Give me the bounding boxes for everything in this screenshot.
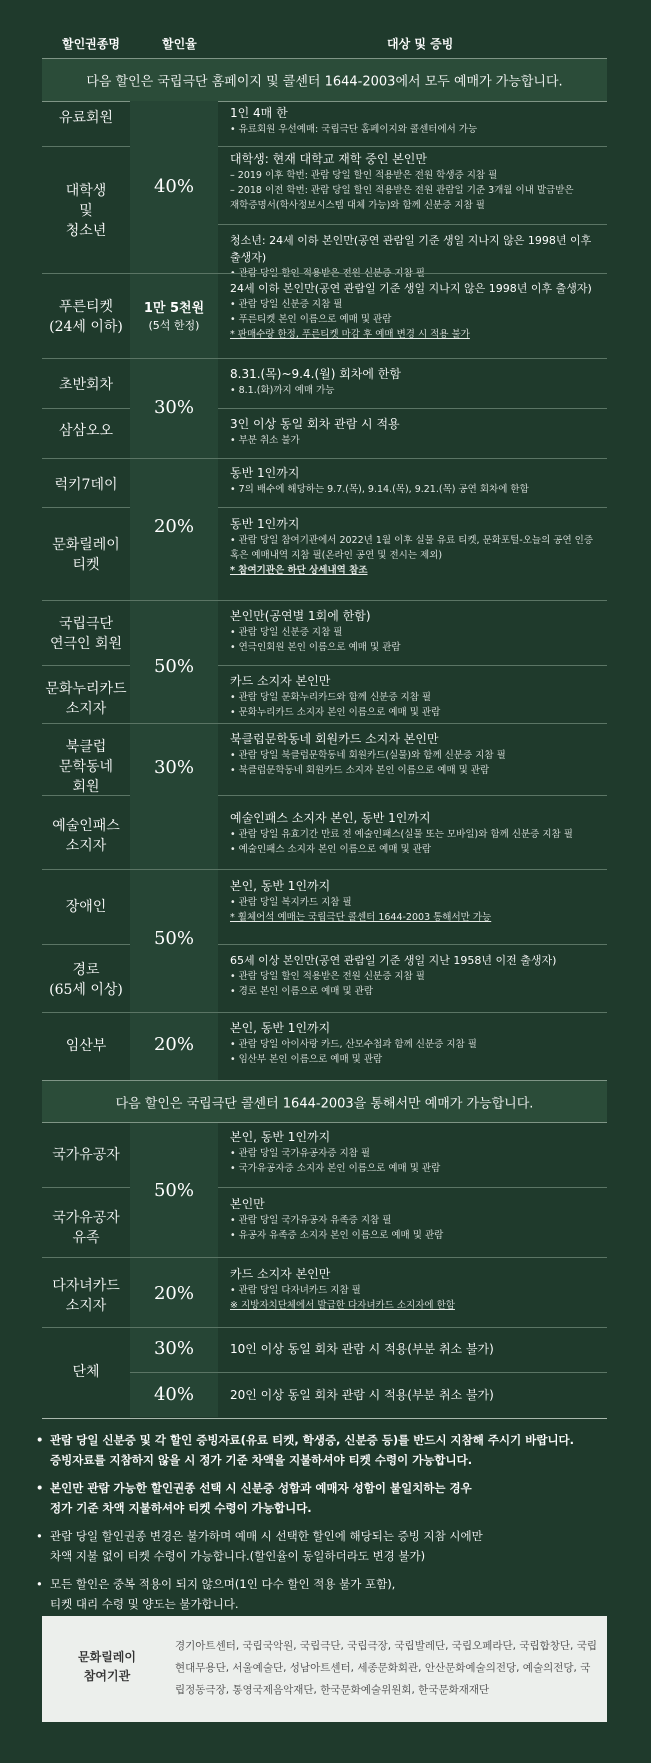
rate-20-a: 20% bbox=[153, 516, 194, 537]
row-name-theater-member: 국립극단 연극인 회원 bbox=[49, 616, 123, 652]
detail-title: 청소년: 24세 이하 본인만(공연 관람일 기준 생일 지나지 않은 1998년 이후 출생자) bbox=[230, 234, 592, 264]
row-detail-early bbox=[230, 366, 605, 398]
detail-line: • 관람 당일 할인 적용받은 전원 신분증 지참 필 bbox=[230, 971, 425, 982]
detail-note: * 휠체어석 예매는 국립극단 콜센터 1644-2003 통해서만 가능 bbox=[230, 912, 492, 923]
row-name-lucky7: 럭키7데이 bbox=[54, 477, 118, 493]
row-detail-artist-pass bbox=[230, 810, 605, 857]
detail-line: • 임산부 본인 이름으로 예매 및 관람 bbox=[230, 1054, 383, 1065]
row-name-artist-pass: 예술인패스 소지자 bbox=[52, 818, 120, 854]
table-header bbox=[42, 0, 609, 58]
note-item: • 본인만 관람 가능한 할인권종 선택 시 신분증 성함과 예매자 성함이 불일치하는 경우 정가 기준 차액 지불하셔야 티켓 수령이 가능합니다. bbox=[36, 1478, 626, 1518]
rate-50-a: 50% bbox=[153, 656, 194, 677]
row-name-blue-ticket: 푸른티켓 (24세 이하) bbox=[49, 299, 123, 335]
detail-title: 1인 4매 한 bbox=[230, 106, 288, 120]
band-callcenter bbox=[42, 1080, 607, 1123]
note-item: • 모든 할인은 중복 적용이 되지 않으며(1인 다수 할인 적용 불가 포함), 티켓 대리 수령 및 양도는 불가합니다. bbox=[36, 1574, 626, 1614]
row-detail-patriot bbox=[230, 1129, 605, 1176]
detail-line: 혹은 예매내역 지참 필(온라인 공연 및 전시는 제외) bbox=[230, 550, 443, 561]
detail-line: • 유료회원 우선예매: 국립극단 홈페이지와 콜센터에서 가능 bbox=[230, 124, 478, 135]
row-name-culture-card: 문화누리카드 소지자 bbox=[45, 681, 127, 717]
row-detail-theater-member bbox=[230, 608, 605, 655]
detail-line: • 관람 당일 참여기관에서 2022년 1월 이후 실물 유료 티켓, 문화포털-오늘의 공연 인증 bbox=[230, 535, 593, 546]
detail-line: • 관람 당일 북클럽문학동네 회원카드(실물)와 함께 신분증 지참 필 bbox=[230, 750, 506, 761]
row-name-student-youth: 대학생 및 청소년 bbox=[65, 183, 107, 239]
detail-line: • 부분 취소 불가 bbox=[230, 435, 300, 446]
row-detail-group-small bbox=[230, 416, 605, 448]
detail-title: 대학생: 현재 대학교 재학 중인 본인만 bbox=[230, 152, 427, 166]
row-detail-student bbox=[230, 151, 605, 213]
row-name-bookclub: 북클럽 문학동네 회원 bbox=[58, 739, 114, 795]
detail-note: ※ 지방자치단체에서 발급한 다자녀카드 소지자에 한함 bbox=[230, 1300, 455, 1311]
row-name-pregnant: 임산부 bbox=[65, 1038, 107, 1054]
detail-line: • 관람 당일 국가유공자 유족증 지참 필 bbox=[230, 1215, 392, 1226]
row-detail-blue-ticket bbox=[230, 280, 605, 342]
row-detail-culture-card bbox=[230, 673, 605, 720]
row-name-group-small: 삼삼오오 bbox=[58, 423, 114, 439]
detail-line: • 유공자 유족증 소지자 본인 이름으로 예매 및 관람 bbox=[230, 1230, 444, 1241]
rate-blue-ticket-price: 1만 5천원 bbox=[143, 301, 205, 316]
relay-box-orgs: 경기아트센터, 국립국악원, 국립극단, 국립극장, 국립발레단, 국립오페라단, 국립합창단, 국립현대무용단, 서울예술단, 성남아트센터, 세종문화회관, 안산문화예술의전당, 예술의전당, 국립정동극장, 통영국제음악재단, 한국문화예술위원회, 한국문화재재단 bbox=[175, 1640, 598, 1696]
relay-box-label: 문화릴레이 참여기관 bbox=[78, 1650, 136, 1683]
detail-line: • 7의 배수에 해당하는 9.7.(목), 9.14.(목), 9.21.(목) 공연 회차에 한함 bbox=[230, 484, 529, 495]
row-detail-multi-child bbox=[230, 1266, 605, 1313]
detail-line: • 관람 당일 복지카드 지참 필 bbox=[230, 897, 352, 908]
detail-line: • 연극인회원 본인 이름으로 예매 및 관람 bbox=[230, 642, 401, 653]
detail-line: • 푸른티켓 본인 이름으로 예매 및 관람 bbox=[230, 314, 392, 325]
detail-title: 본인만 bbox=[230, 1197, 265, 1211]
rate-multi-child: 20% bbox=[153, 1283, 194, 1304]
detail-title: 10인 이상 동일 회차 관람 시 적용(부분 취소 불가) bbox=[230, 1342, 494, 1356]
rate-group-30: 30% bbox=[153, 1338, 194, 1359]
detail-title: 65세 이상 본인만(공연 관람일 기준 생일 지난 1958년 이전 출생자) bbox=[230, 954, 557, 967]
rate-pregnant: 20% bbox=[153, 1034, 194, 1055]
row-detail-bookclub bbox=[230, 731, 605, 778]
header-col-name: 할인권종명 bbox=[62, 37, 120, 51]
row-name-group: 단체 bbox=[72, 1364, 100, 1380]
rate-30-b: 30% bbox=[153, 757, 194, 778]
detail-line: • 예술인패스 소지자 본인 이름으로 예매 및 관람 bbox=[230, 844, 432, 855]
detail-line: • 관람 당일 신분증 지참 필 bbox=[230, 299, 343, 310]
row-detail-group-30 bbox=[230, 1341, 605, 1358]
row-detail-disabled bbox=[230, 878, 605, 925]
detail-title: 본인만(공연별 1회에 한함) bbox=[230, 609, 371, 623]
detail-line: 재학증명서(학사정보시스템 대체 가능)와 함께 신분증 지참 필 bbox=[230, 200, 485, 211]
row-detail-pregnant bbox=[230, 1020, 605, 1067]
detail-title: 24세 이하 본인만(공연 관람일 기준 생일 지나지 않은 1998년 이후 출생자) bbox=[230, 282, 592, 295]
row-name-culture-relay: 문화릴레이 티켓 bbox=[52, 537, 120, 573]
row-name-paid-member: 유료회원 bbox=[58, 110, 114, 126]
detail-line: • 문화누리카드 소지자 본인 이름으로 예매 및 관람 bbox=[230, 707, 441, 718]
row-detail-patriot-family bbox=[230, 1196, 605, 1243]
detail-line: • 관람 당일 아이사랑 카드, 산모수첩과 함께 신분증 지참 필 bbox=[230, 1039, 477, 1050]
detail-line: – 2018 이전 학번: 관람 당일 할인 적용받은 전원 관람일 기준 3개월 이내 발급받은 bbox=[230, 185, 574, 196]
band-online-text: 다음 할인은 국립극단 홈페이지 및 콜센터 1644-2003에서 모두 예매가 가능합니다. bbox=[86, 74, 563, 90]
detail-line: • 관람 당일 신분증 지참 필 bbox=[230, 627, 343, 638]
header-col-target: 대상 및 증빙 bbox=[387, 37, 454, 51]
detail-line: • 북클럽문학동네 회원카드 소지자 본인 이름으로 예매 및 관람 bbox=[230, 765, 490, 776]
row-detail-culture-relay bbox=[230, 516, 605, 578]
header-col-rate: 할인율 bbox=[162, 37, 197, 51]
detail-line: – 2019 이후 학번: 관람 당일 할인 적용받은 전원 학생증 지참 필 bbox=[230, 170, 498, 181]
detail-line: • 경로 본인 이름으로 예매 및 관람 bbox=[230, 986, 374, 997]
rate-group-40: 40% bbox=[153, 1384, 194, 1405]
detail-line: • 관람 당일 문화누리카드와 함께 신분증 지참 필 bbox=[230, 692, 432, 703]
detail-line: • 국가유공자증 소지자 본인 이름으로 예매 및 관람 bbox=[230, 1163, 441, 1174]
row-name-multi-child: 다자녀카드 소지자 bbox=[52, 1278, 120, 1314]
row-detail-lucky7 bbox=[230, 465, 605, 497]
row-detail-group-40 bbox=[230, 1387, 605, 1404]
note-item: • 관람 당일 할인권종 변경은 불가하며 예매 시 선택한 할인에 해당되는 증빙 지참 시에만 차액 지불 없이 티켓 수령이 가능합니다.(할인율이 동일하더라도 변경 불가) bbox=[36, 1526, 626, 1566]
rate-blue-ticket-sub: (5석 한정) bbox=[148, 319, 200, 332]
row-detail-senior bbox=[230, 952, 605, 999]
detail-note: * 참여기관은 하단 상세내역 참조 bbox=[230, 565, 368, 576]
detail-title: 본인, 동반 1인까지 bbox=[230, 879, 331, 893]
note-item: • 관람 당일 신분증 및 각 할인 증빙자료(유료 티켓, 학생증, 신분증 등)를 반드시 지참해 주시기 바랍니다. 증빙자료를 지참하지 않을 시 정가 기준 차액을 지불하셔야 티켓 수령이 가능합니다. bbox=[36, 1430, 626, 1470]
row-name-patriot: 국가유공자 bbox=[52, 1147, 120, 1163]
detail-line: • 관람 당일 국가유공자증 지참 필 bbox=[230, 1148, 371, 1159]
band-online bbox=[42, 58, 607, 102]
detail-line: • 관람 당일 다자녀카드 지참 필 bbox=[230, 1285, 361, 1296]
detail-title: 3인 이상 동일 회차 관람 시 적용 bbox=[230, 417, 400, 431]
detail-title: 20인 이상 동일 회차 관람 시 적용(부분 취소 불가) bbox=[230, 1388, 494, 1402]
row-name-senior: 경로 (65세 이상) bbox=[49, 962, 123, 998]
detail-line: • 8.1.(화)까지 예매 가능 bbox=[230, 385, 335, 396]
detail-title: 카드 소지자 본인만 bbox=[230, 1267, 331, 1281]
row-name-disabled: 장애인 bbox=[65, 899, 107, 915]
rate-40-a: 40% bbox=[153, 176, 194, 197]
detail-note: * 판매수량 한정, 푸른티켓 마감 후 예매 변경 시 적용 불가 bbox=[230, 329, 470, 340]
row-detail-paid-member bbox=[230, 105, 605, 137]
band-callcenter-text: 다음 할인은 국립극단 콜센터 1644-2003을 통해서만 예매가 가능합니다. bbox=[115, 1096, 534, 1111]
row-name-patriot-family: 국가유공자 유족 bbox=[52, 1210, 120, 1246]
detail-title: 본인, 동반 1인까지 bbox=[230, 1021, 331, 1035]
detail-title: 8.31.(목)~9.4.(월) 회차에 한함 bbox=[230, 367, 401, 381]
detail-title: 예술인패스 소지자 본인, 동반 1인까지 bbox=[230, 811, 431, 825]
rate-50-b: 50% bbox=[153, 928, 194, 949]
detail-title: 카드 소지자 본인만 bbox=[230, 674, 331, 688]
notes-list bbox=[36, 1430, 626, 1622]
relay-institutions-box bbox=[42, 1616, 607, 1722]
row-name-early: 초반회차 bbox=[58, 377, 114, 393]
detail-line: • 관람 당일 유효기간 만료 전 예술인패스(실물 또는 모바일)와 함께 신분증 지참 필 bbox=[230, 829, 573, 840]
detail-title: 동반 1인까지 bbox=[230, 466, 300, 480]
detail-title: 동반 1인까지 bbox=[230, 517, 300, 531]
rate-30-a: 30% bbox=[153, 397, 194, 418]
detail-title: 북클럽문학동네 회원카드 소지자 본인만 bbox=[230, 732, 439, 746]
rate-blue-ticket bbox=[130, 300, 218, 334]
rate-50-c: 50% bbox=[153, 1180, 194, 1201]
detail-title: 본인, 동반 1인까지 bbox=[230, 1130, 331, 1144]
